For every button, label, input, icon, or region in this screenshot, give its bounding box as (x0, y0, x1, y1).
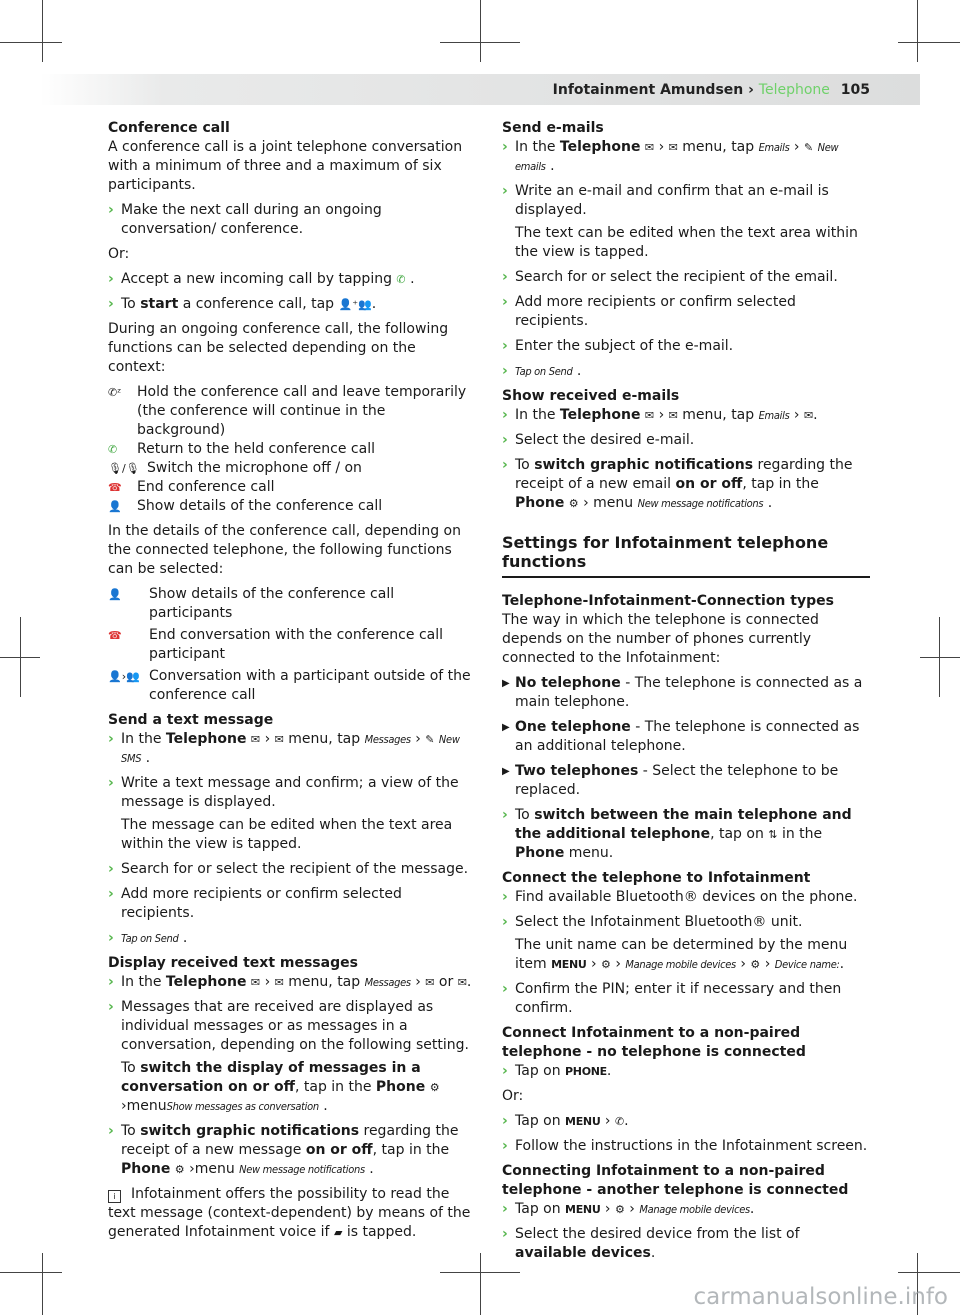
step-text: Messages that are received are displayed as individual messages or as messages in a conversation, depending on the following setting. (121, 999, 469, 1053)
header-section: Infotainment Amundsen (552, 82, 744, 98)
step-bold: switch between the main telephone and the additional telephone (515, 807, 852, 842)
crop-mark (898, 42, 960, 43)
connection-intro: The way in which the telephone is connected depends on the number of phones currently connected to the Infotainment: (502, 612, 819, 666)
section-heading-settings: Settings for Infotainment telephone functions (502, 533, 870, 578)
note-text: The unit name can be determined by the menu item (515, 937, 848, 972)
step-text: menu, tap (288, 731, 361, 747)
detail-text: Conversation with a participant outside of the conference call (149, 668, 471, 703)
chevron-right-icon: › (502, 889, 508, 905)
step-text: Search for or select the recipient of the message. (121, 861, 469, 877)
chevron-right-icon: › (108, 999, 114, 1015)
step-text: Add more recipients or confirm selected recipients. (121, 886, 402, 921)
step: › To switch graphic notifications regarding the receipt of a new email on or off, tap in the Phone ⚙ › menu New message notifications . (502, 457, 853, 511)
envelope-icon: ✉ (250, 976, 261, 989)
step-text: To (121, 1123, 136, 1139)
menu-label: Emails (758, 141, 790, 154)
step (502, 268, 870, 287)
hang-up-icon: ☎ (108, 481, 122, 494)
step-text: , tap in the (742, 476, 819, 492)
details-intro: In the details of the conference call, depending on the connected telephone, the following functions can be selected: (108, 523, 461, 577)
chevron-right-icon: › (502, 1201, 508, 1217)
split-call-icon: 👤›👥 (108, 670, 140, 683)
step: › Tap on Send . (108, 930, 188, 946)
settings-gear-icon: ⚙ (601, 958, 611, 971)
chevron-right-icon: › (502, 432, 508, 448)
crop-mark (42, 1253, 43, 1315)
heading-non-paired-none: Connect Infotainment to a non-paired telephone - no telephone is connected (502, 1025, 806, 1060)
chevron-right-icon: › (502, 407, 508, 423)
chevron-right-icon: › (502, 183, 508, 199)
watermark: carmanualsonline.info (693, 1284, 948, 1310)
step-text: menu. (568, 845, 614, 861)
function-text: Switch the microphone off / on (147, 460, 362, 476)
add-participant-icon: 👤⁺👥 (338, 298, 372, 311)
step-text: Enter the subject of the e-mail. (515, 338, 734, 354)
note-text: To (121, 1060, 136, 1076)
phone-icon: ✆ (396, 273, 406, 286)
connection-type-item (502, 718, 870, 756)
step-text: , tap on (710, 826, 764, 842)
step-bold: switch graphic notifications (534, 457, 754, 473)
new-note-icon: ✎ (425, 733, 435, 746)
chevron-right-icon: › (502, 269, 508, 285)
step: › Tap on MENU › ✆. (502, 1113, 629, 1129)
settings-gear-icon: ⚙ (614, 1203, 625, 1216)
page-number: 105 (840, 82, 870, 98)
step-text: Find available Bluetooth® devices on the phone. (515, 889, 858, 905)
note-bold: Phone (375, 1079, 426, 1095)
step-bold: Telephone (559, 139, 641, 155)
step-text: Write a text message and confirm; a view of the message is displayed. (121, 775, 459, 810)
menu-label: Tap on Send (121, 932, 179, 945)
crop-mark (939, 617, 940, 697)
step-text: To (515, 807, 530, 823)
detail-text: Show details of the conference call participants (149, 586, 395, 621)
heading-received-emails: Show received e-mails (502, 388, 680, 404)
envelope-icon: ✉ (425, 976, 435, 989)
heading-conference-call: Conference call (108, 120, 230, 136)
step: › To start a conference call, tap 👤⁺👥. (108, 296, 377, 312)
person-icon: 👤 (108, 588, 122, 601)
chevron-right-icon: › (108, 974, 114, 990)
function-text: Hold the conference call and leave temporarily (the conference will continue in the background) (137, 384, 467, 438)
connection-type-item (502, 762, 870, 800)
settings-gear-icon: ⚙ (750, 958, 761, 971)
step-bold: Phone (121, 1161, 171, 1177)
step-text: regarding the receipt of a new email (515, 457, 853, 492)
heading-connect-telephone: Connect the telephone to Infotainment (502, 870, 811, 886)
envelope-open-icon: ✉ (803, 409, 814, 422)
function-row (108, 478, 476, 497)
speech-bubble-icon: ▰ (333, 1226, 343, 1239)
function-row (108, 497, 476, 516)
step-text: Tap on (515, 1113, 561, 1129)
triangle-bullet-icon: ▶ (502, 678, 510, 689)
step (502, 431, 870, 450)
step-note: The unit name can be determined by the menu item MENU › ⚙ › Manage mobile devices › ⚙ › Device name:. (515, 937, 848, 972)
step-text: in the (781, 826, 823, 842)
chevron-right-icon: › (108, 861, 114, 877)
crop-mark (440, 42, 520, 43)
crop-mark (920, 657, 960, 658)
step-text: regarding the receipt of a new message (121, 1123, 459, 1158)
crop-mark (480, 1253, 481, 1315)
crop-mark (20, 617, 21, 697)
menu-label: Emails (758, 409, 790, 422)
step-text: or (438, 974, 454, 990)
triangle-bullet-icon: ▶ (502, 722, 510, 733)
info-text: Infotainment offers the possibility to read the text message (context-dependent) by means of the generated Infotainment voice if (108, 1186, 471, 1240)
right-column (502, 119, 870, 1269)
step-text: Select the desired device from the list of (515, 1226, 800, 1242)
menu-label: New SMS (121, 733, 460, 765)
function-row (108, 440, 476, 459)
crop-mark (0, 42, 62, 43)
step-text: Select the desired e-mail. (515, 432, 695, 448)
detail-text: End conversation with the conference call participant (149, 627, 443, 662)
chevron-right-icon: › (502, 807, 508, 823)
step: › In the Telephone ✉ › ✉ menu, tap Messages › ✉ or ✉. (108, 974, 472, 990)
menu-label: Manage mobile devices (625, 958, 736, 971)
step-note: The text can be edited when the text area within the view is tapped. (515, 225, 858, 260)
info-icon: i (108, 1190, 121, 1203)
step-bold: Phone (515, 845, 565, 861)
step-text: Write an e-mail and confirm that an e-mail is displayed. (515, 183, 829, 218)
crop-mark (480, 0, 481, 62)
step-text: In the (515, 139, 556, 155)
hang-up-icon: ☎ (108, 629, 122, 642)
step-text: Add more recipients or confirm selected recipients. (515, 294, 796, 329)
item-text: - The telephone is connected as a main telephone. (515, 675, 863, 710)
step-bold: switch graphic notifications (140, 1123, 360, 1139)
connection-type-item (502, 674, 870, 712)
step-text: a conference call, tap (182, 296, 335, 312)
step-bold: Telephone (165, 731, 247, 747)
chevron-right-icon: › (502, 294, 508, 310)
heading-send-sms: Send a text message (108, 712, 274, 728)
step-note: To switch the display of messages in a conversation on or off, tap in the Phone ⚙ ›menuShow messages as conversation . (121, 1060, 440, 1114)
step (502, 337, 870, 356)
microphone-icon: 🎙/🎙 (108, 462, 140, 475)
chevron-right-icon: › (108, 202, 114, 218)
step-bold: start (140, 296, 179, 312)
info-note (108, 1185, 476, 1242)
note-text: menu (126, 1098, 167, 1114)
hold-call-icon: ✆ᶻ (108, 386, 122, 399)
header-text (553, 81, 870, 100)
step-text: To (515, 457, 530, 473)
envelope-open-icon: ✉ (457, 976, 467, 989)
step-note: The message can be edited when the text area within the view is tapped. (121, 817, 453, 852)
step (502, 980, 870, 1018)
step-bold: Telephone (165, 974, 247, 990)
step-text: menu, tap (682, 407, 755, 423)
chevron-right-icon: › (502, 457, 508, 473)
menu-key-label: MENU (565, 1203, 601, 1216)
menu-label: Show messages as conversation (166, 1100, 319, 1113)
heading-non-paired-another: Connecting Infotainment to a non-paired telephone - another telephone is connected (502, 1163, 849, 1198)
menu-label: Manage mobile devices (639, 1203, 750, 1216)
step (108, 860, 476, 879)
menu-label: Tap on Send (515, 365, 573, 378)
step (502, 1137, 870, 1156)
detail-row (108, 667, 476, 705)
detail-row (108, 585, 476, 623)
chevron-right-icon: › (108, 775, 114, 791)
chevron-right-icon: › (502, 1063, 508, 1079)
step-text: Accept a new incoming call by tapping (121, 271, 392, 287)
step-text: Tap on (515, 1063, 561, 1079)
envelope-icon: ✉ (274, 733, 284, 746)
chevron-right-icon: › (502, 981, 508, 997)
envelope-icon: ✉ (668, 141, 678, 154)
item-bold: Two telephones (515, 763, 639, 779)
swap-phone-icon: ⇅ (768, 828, 778, 841)
chevron-right-icon: › (502, 1113, 508, 1129)
header-separator: › (748, 82, 754, 98)
step: › In the Telephone ✉ › ✉ menu, tap Messages › ✎ New SMS . (108, 731, 460, 766)
menu-label: Device name: (774, 958, 840, 971)
note-text: , tap in the (294, 1079, 372, 1095)
envelope-icon: ✉ (668, 409, 678, 422)
envelope-icon: ✉ (250, 733, 261, 746)
step: › Tap on Send . (502, 363, 582, 379)
step: › Tap on MENU › ⚙ › Manage mobile devices. (502, 1201, 755, 1217)
crop-mark (917, 0, 918, 62)
step-text: Follow the instructions in the Infotainment screen. (515, 1138, 868, 1154)
step-text: To (121, 296, 136, 312)
step-text: Search for or select the recipient of the email. (515, 269, 838, 285)
chevron-right-icon: › (108, 1123, 114, 1139)
function-text: Return to the held conference call (137, 441, 375, 457)
crop-mark (898, 1272, 960, 1273)
menu-label: New message notifications (239, 1163, 365, 1176)
chevron-right-icon: › (108, 930, 114, 946)
info-text: is tapped. (346, 1224, 417, 1240)
header-chapter: Telephone (758, 82, 830, 98)
new-note-icon: ✎ (803, 141, 814, 154)
step-bold: on or off (305, 1142, 373, 1158)
step (502, 182, 870, 220)
envelope-icon: ✉ (644, 409, 655, 422)
step (108, 201, 476, 239)
step-text: Tap on (515, 1201, 561, 1217)
settings-gear-icon: ⚙ (429, 1081, 440, 1094)
chevron-right-icon: › (108, 731, 114, 747)
phone-icon: ✆ (108, 443, 118, 456)
crop-mark (0, 1272, 62, 1273)
item-bold: No telephone (515, 675, 621, 691)
detail-row (108, 626, 476, 664)
menu-label: New message notifications (637, 497, 764, 510)
step (502, 293, 870, 331)
settings-gear-icon: ⚙ (568, 497, 579, 510)
step-text: Confirm the PIN; enter it if necessary and then confirm. (515, 981, 842, 1016)
conf-intro: A conference call is a joint telephone conversation with a minimum of three and a maximum of six participants. (108, 139, 463, 193)
step (502, 888, 870, 907)
envelope-icon: ✉ (274, 976, 284, 989)
step-text: Select the Infotainment Bluetooth® unit. (515, 914, 803, 930)
function-row (108, 459, 476, 478)
step-text: menu (593, 495, 634, 511)
step-bold: on or off (675, 476, 743, 492)
item-text: - Select the telephone to be replaced. (515, 763, 839, 798)
step-text: Make the next call during an ongoing conversation/ conference. (121, 202, 382, 237)
chevron-right-icon: › (108, 271, 114, 287)
step-text: menu, tap (682, 139, 755, 155)
step: › Accept a new incoming call by tapping ✆ . (108, 271, 415, 287)
menu-label: Messages (364, 733, 411, 746)
item-text: - The telephone is connected as an additional telephone. (515, 719, 860, 754)
chevron-right-icon: › (108, 886, 114, 902)
chevron-right-icon: › (502, 1226, 508, 1242)
step-text: In the (515, 407, 556, 423)
step: › In the Telephone ✉ › ✉ menu, tap Emails › ✎ New emails . (502, 139, 839, 174)
during-intro: During an ongoing conference call, the following functions can be selected depending on the context: (108, 321, 449, 375)
phone-key-label: PHONE (565, 1065, 607, 1078)
step-text: , tap in the (372, 1142, 450, 1158)
step (502, 913, 870, 932)
envelope-icon: ✉ (644, 141, 655, 154)
step-bold: available devices (515, 1245, 651, 1261)
step (108, 774, 476, 812)
item-bold: One telephone (515, 719, 631, 735)
step-text: menu, tap (288, 974, 361, 990)
left-column (108, 119, 476, 1248)
step-text: menu (194, 1161, 235, 1177)
chevron-right-icon: › (502, 139, 508, 155)
step: › To switch graphic notifications regarding the receipt of a new message on or off, tap in the Phone ⚙ ›menu New message notifications . (108, 1123, 459, 1177)
note-bold: switch the display of messages in a conversation on or off (121, 1060, 421, 1095)
chevron-right-icon: › (502, 914, 508, 930)
function-text: Show details of the conference call (137, 498, 383, 514)
heading-received-sms: Display received text messages (108, 955, 358, 971)
chevron-right-icon: › (502, 338, 508, 354)
step-bold: Phone (515, 495, 565, 511)
menu-label: New emails (515, 141, 839, 173)
person-icon: 👤 (108, 500, 122, 513)
menu-key-label: MENU (565, 1115, 601, 1128)
step-text: In the (121, 731, 162, 747)
function-row (108, 383, 476, 440)
heading-connection-types: Telephone-Infotainment-Connection types (502, 593, 834, 609)
menu-label: Messages (364, 976, 411, 989)
or-label: Or: (108, 246, 130, 262)
step-text: In the (121, 974, 162, 990)
step (108, 885, 476, 923)
step: › In the Telephone ✉ › ✉ menu, tap Emails › ✉. (502, 407, 818, 423)
menu-key-label: MENU (551, 958, 587, 971)
settings-gear-icon: ⚙ (174, 1163, 185, 1176)
step (108, 998, 476, 1055)
step-bold: Telephone (559, 407, 641, 423)
crop-mark (42, 0, 43, 62)
or-label: Or: (502, 1088, 524, 1104)
chevron-right-icon: › (502, 363, 508, 379)
heading-send-emails: Send e-mails (502, 120, 604, 136)
chevron-right-icon: › (502, 1138, 508, 1154)
triangle-bullet-icon: ▶ (502, 766, 510, 777)
step (502, 806, 870, 863)
phone-icon: ✆ (614, 1115, 625, 1128)
step: › Tap on PHONE. (502, 1063, 612, 1079)
chevron-right-icon: › (108, 296, 114, 312)
crop-mark (440, 1272, 520, 1273)
step: › Select the desired device from the list of available devices. (502, 1226, 800, 1261)
function-text: End conference call (137, 479, 275, 495)
running-header (40, 74, 920, 105)
